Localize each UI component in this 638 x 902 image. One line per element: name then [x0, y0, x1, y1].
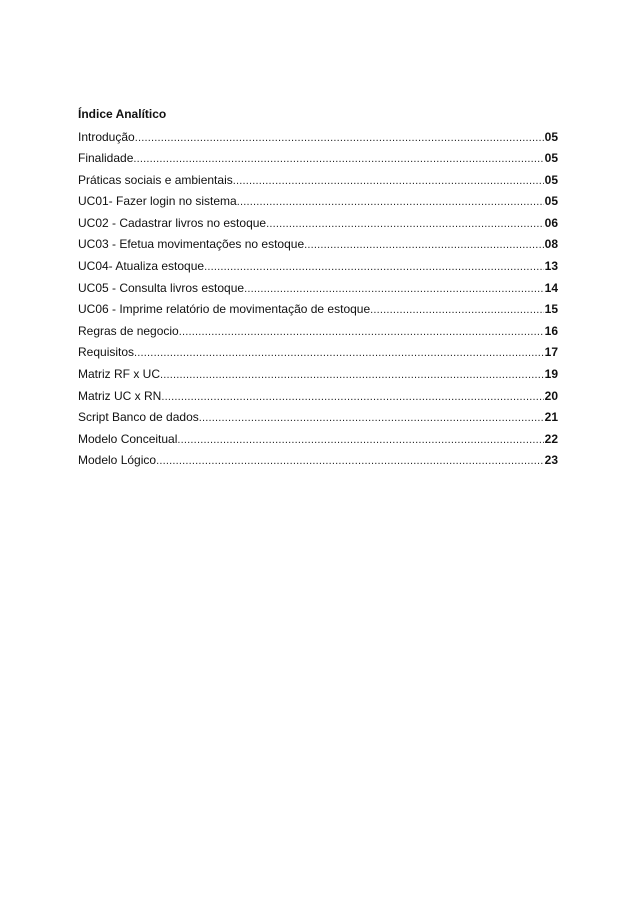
dot-leader — [237, 192, 544, 214]
toc-entry-label: Matriz UC x RN — [78, 388, 162, 403]
toc-entry-page: 06 — [544, 215, 558, 230]
toc-entry-uc02[interactable] — [78, 213, 558, 235]
dot-leader — [199, 408, 544, 430]
toc-entry-introducao[interactable] — [78, 127, 558, 148]
toc-entry-page: 05 — [544, 172, 558, 187]
toc-entry-page: 15 — [544, 302, 558, 317]
table-of-contents — [78, 105, 558, 472]
dot-leader — [160, 365, 544, 387]
toc-entry-label: Práticas sociais e ambientais — [78, 172, 233, 187]
toc-entry-label: Script Banco de dados — [78, 410, 199, 425]
toc-entry-uc03[interactable] — [78, 234, 558, 256]
toc-entry-script[interactable] — [78, 407, 558, 429]
toc-entry-label: UC06 - Imprime relatório de movimentação de estoque — [78, 302, 371, 317]
toc-entry-page: 19 — [544, 366, 558, 381]
toc-entry-label: Finalidade — [78, 151, 134, 165]
toc-entry-label: UC03 - Efetua movimentações no estoque — [78, 237, 305, 252]
dot-leader — [133, 149, 543, 171]
toc-entry-label: UC04- Atualiza estoque — [78, 258, 205, 273]
dot-leader — [233, 171, 544, 193]
toc-entry-page: 14 — [544, 280, 558, 295]
dot-leader — [135, 128, 544, 150]
toc-entry-page: 08 — [544, 237, 558, 252]
toc-list — [78, 127, 558, 472]
toc-entry-uc01[interactable] — [78, 191, 558, 213]
toc-entry-matriz-uc-rn[interactable] — [78, 386, 558, 408]
dot-leader — [304, 235, 544, 257]
toc-entry-label: UC05 - Consulta livros estoque — [78, 280, 245, 295]
toc-entry-matriz-rf-uc[interactable] — [78, 364, 558, 386]
toc-entry-page: 13 — [544, 258, 558, 273]
toc-entry-finalidade[interactable] — [78, 148, 558, 170]
toc-entry-page: 20 — [544, 388, 558, 403]
dot-leader — [244, 279, 544, 301]
toc-entry-page: 17 — [544, 345, 558, 360]
toc-entry-label: Introdução — [78, 130, 135, 144]
toc-entry-praticas[interactable] — [78, 170, 558, 192]
toc-entry-requisitos[interactable] — [78, 342, 558, 364]
dot-leader — [177, 430, 543, 452]
toc-entry-modelo-logico[interactable] — [78, 450, 558, 472]
toc-entry-label: Requisitos — [78, 345, 135, 360]
toc-entry-page: 05 — [544, 194, 558, 209]
dot-leader — [134, 343, 544, 365]
toc-entry-page: 23 — [544, 453, 558, 468]
toc-entry-label: Matriz RF x UC — [78, 366, 160, 381]
toc-entry-uc05[interactable] — [78, 278, 558, 300]
toc-entry-label: Modelo Conceitual — [78, 431, 178, 446]
toc-entry-page: 05 — [544, 130, 558, 144]
toc-entry-uc06[interactable] — [78, 299, 558, 321]
dot-leader — [266, 214, 544, 236]
toc-entry-page: 16 — [544, 323, 558, 338]
toc-entry-modelo-conceitual[interactable] — [78, 429, 558, 451]
toc-entry-label: UC02 - Cadastrar livros no estoque — [78, 215, 267, 230]
toc-entry-regras[interactable] — [78, 321, 558, 343]
dot-leader — [370, 300, 544, 322]
dot-leader — [156, 451, 544, 473]
dot-leader — [161, 387, 543, 409]
toc-entry-label: UC01- Fazer login no sistema — [78, 194, 237, 209]
toc-entry-page: 21 — [544, 410, 558, 425]
toc-title: Índice Analítico — [78, 107, 167, 121]
dot-leader — [179, 322, 544, 344]
toc-entry-page: 22 — [544, 431, 558, 446]
toc-entry-label: Regras de negocio — [78, 323, 179, 338]
toc-entry-uc04[interactable] — [78, 256, 558, 278]
toc-entry-page: 05 — [544, 151, 558, 165]
toc-entry-label: Modelo Lógico — [78, 453, 157, 468]
dot-leader — [204, 257, 544, 279]
